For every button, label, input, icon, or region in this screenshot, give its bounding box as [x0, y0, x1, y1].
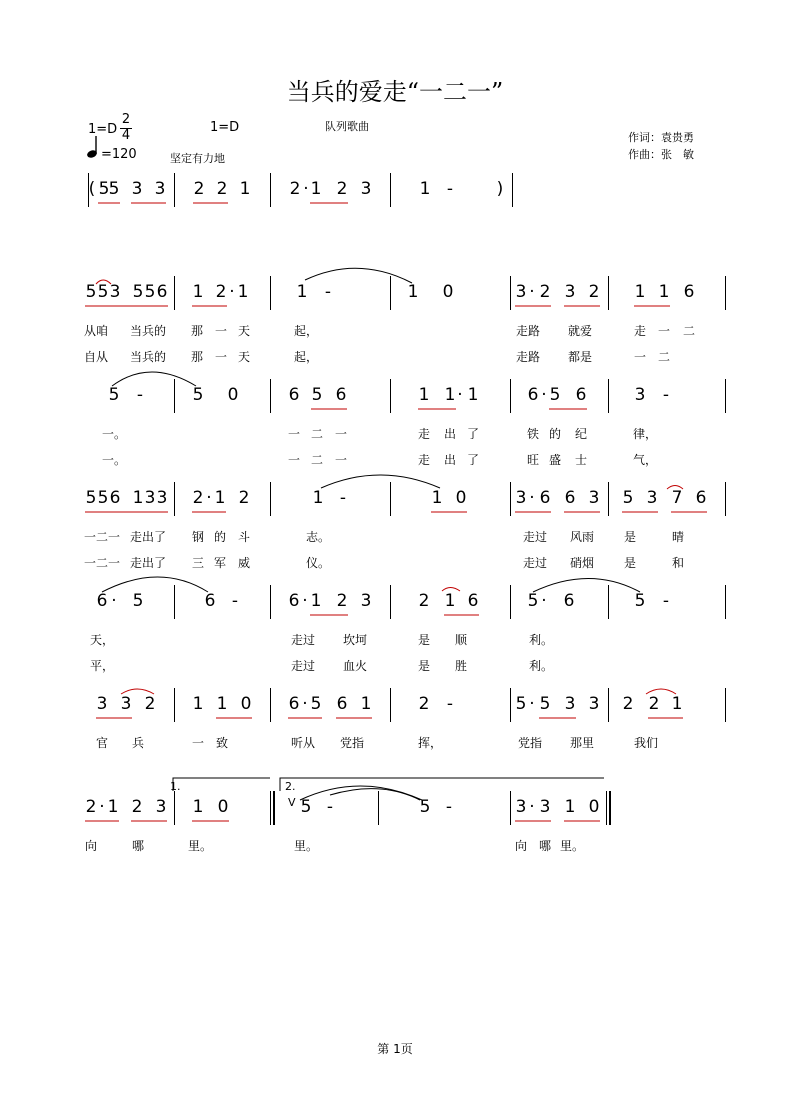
- jianpu-note: 2: [336, 591, 348, 611]
- red-slur-3: [121, 689, 154, 694]
- lyric-verse-2: 走过: [290, 659, 316, 673]
- genre-label: 队列歌曲: [325, 120, 369, 133]
- lyric-verse-2: 二: [657, 350, 671, 364]
- time-signature-bottom: 4: [121, 128, 131, 143]
- jianpu-note: -: [662, 385, 670, 405]
- jianpu-note: ·: [541, 385, 547, 405]
- jianpu-note: 3: [109, 282, 121, 302]
- lyric-verse-2: 天: [237, 350, 251, 364]
- jianpu-note: ·: [111, 591, 117, 611]
- lyric-verse-2: 自从: [83, 350, 109, 364]
- jianpu-note: ·: [529, 694, 535, 714]
- jianpu-note: 6: [527, 385, 539, 405]
- lyric-verse-1: 坎坷: [342, 633, 368, 647]
- red-slur-4: [646, 689, 676, 694]
- lyric-verse-1: 走: [633, 324, 647, 338]
- jianpu-note: 2: [588, 282, 600, 302]
- jianpu-note: 5: [634, 591, 646, 611]
- jianpu-note: 3: [360, 179, 372, 199]
- lyric-verse-1: 走过: [522, 530, 548, 544]
- volta-1-label: 1.: [170, 780, 181, 793]
- jianpu-note: ·: [457, 385, 463, 405]
- jianpu-note: 0: [217, 797, 229, 817]
- lyric-verse-1: 一: [657, 324, 671, 338]
- lyric-verse-2: 一: [287, 453, 301, 467]
- jianpu-note: 2: [289, 179, 301, 199]
- lyric-verse-1: 晴: [671, 530, 685, 544]
- jianpu-note: 2: [144, 694, 156, 714]
- jianpu-note: (: [88, 179, 96, 199]
- lyric-verse-2: 胜: [454, 659, 468, 673]
- jianpu-note: 1: [310, 179, 322, 199]
- lyric-verse-1: 走路: [515, 324, 541, 338]
- lyric-verse-2: 旺: [526, 453, 540, 467]
- jianpu-note: 2: [622, 694, 634, 714]
- jianpu-note: 3: [539, 797, 551, 817]
- jianpu-note: 6: [204, 591, 216, 611]
- lyric-verse-1: 一: [334, 427, 348, 441]
- jianpu-note: 5: [97, 488, 109, 508]
- jianpu-note: 6: [288, 694, 300, 714]
- jianpu-note: 1: [216, 694, 228, 714]
- lyricist-credit: 作词：袁贵勇: [628, 131, 694, 144]
- jianpu-note: 1: [467, 385, 479, 405]
- lyric-verse-1: 一。: [101, 427, 127, 441]
- jianpu-note: 3: [515, 488, 527, 508]
- lyric-verse-1: 起，: [293, 324, 319, 338]
- jianpu-note: ·: [529, 797, 535, 817]
- jianpu-note: -: [662, 591, 670, 611]
- volta-2-label: 2.: [285, 780, 296, 793]
- lyric-verse-1: 致: [215, 736, 229, 750]
- jianpu-note: 1: [658, 282, 670, 302]
- jianpu-note: 2: [238, 488, 250, 508]
- lyric-verse-2: 盛: [548, 453, 562, 467]
- jianpu-note: 5: [132, 282, 144, 302]
- lyric-verse-1: 一二一: [83, 530, 121, 544]
- lyric-verse-1: 官: [95, 736, 109, 750]
- jianpu-note: 1: [107, 797, 119, 817]
- tempo-marking: =120: [101, 147, 137, 162]
- lyric-verse-1: 向: [514, 839, 528, 853]
- lyric-verse-2: 硝烟: [569, 556, 595, 570]
- jianpu-note: 5: [419, 797, 431, 817]
- jianpu-note: 1: [312, 488, 324, 508]
- jianpu-note: 2: [131, 797, 143, 817]
- jianpu-note: 5: [144, 282, 156, 302]
- jianpu-note: -: [324, 282, 332, 302]
- lyric-verse-2: 威: [237, 556, 251, 570]
- jianpu-note: ·: [206, 488, 212, 508]
- lyric-verse-1: 天: [237, 324, 251, 338]
- lyric-verse-2: 走路: [515, 350, 541, 364]
- jianpu-note: 5: [549, 385, 561, 405]
- lyric-verse-1: 是: [417, 633, 431, 647]
- jianpu-note: 5: [108, 385, 120, 405]
- jianpu-note: 2: [216, 179, 228, 199]
- jianpu-note: 0: [588, 797, 600, 817]
- jianpu-note: 1: [407, 282, 419, 302]
- lyric-verse-1: 的: [548, 427, 562, 441]
- lyric-verse-2: 都是: [567, 350, 593, 364]
- jianpu-note: 1: [634, 282, 646, 302]
- lyric-verse-1: 钢: [191, 530, 205, 544]
- jianpu-note: ·: [529, 488, 535, 508]
- tie-7: [330, 789, 420, 800]
- lyric-verse-2: 和: [671, 556, 685, 570]
- jianpu-note: 1: [310, 591, 322, 611]
- lyric-verse-1: 兵: [131, 736, 145, 750]
- jianpu-note: 1: [564, 797, 576, 817]
- lyric-verse-2: 气，: [632, 453, 658, 467]
- jianpu-note: 6: [288, 591, 300, 611]
- jianpu-note: 6: [564, 488, 576, 508]
- lyric-verse-2: 三: [191, 556, 205, 570]
- jianpu-note: ·: [302, 591, 308, 611]
- lyric-verse-1: 走出了: [129, 530, 167, 544]
- lyric-verse-1: 哪: [538, 839, 552, 853]
- lyric-verse-1: 斗: [237, 530, 251, 544]
- lyric-verse-2: 一。: [101, 453, 127, 467]
- tie-4: [102, 577, 208, 592]
- lyric-verse-1: 出: [443, 427, 457, 441]
- jianpu-note: ·: [302, 694, 308, 714]
- jianpu-note: 6: [288, 385, 300, 405]
- jianpu-note: ·: [529, 282, 535, 302]
- lyric-verse-1: 利。: [528, 633, 554, 647]
- jianpu-note: -: [446, 694, 454, 714]
- lyric-verse-2: 是: [623, 556, 637, 570]
- lyric-verse-1: 听从: [290, 736, 316, 750]
- composer-credit: 作曲：张 敏: [628, 148, 694, 161]
- lyric-verse-1: 走过: [290, 633, 316, 647]
- volta-1-bracket: [173, 778, 270, 791]
- lyric-verse-1: 挥，: [417, 736, 443, 750]
- jianpu-note: 1: [192, 694, 204, 714]
- lyric-verse-1: 天，: [89, 633, 115, 647]
- lyric-verse-1: 志。: [305, 530, 331, 544]
- jianpu-note: 6: [96, 591, 108, 611]
- red-slur-1: [96, 280, 111, 284]
- lyric-verse-1: 里。: [293, 839, 319, 853]
- page-number: 第 1页: [377, 1042, 413, 1056]
- jianpu-note: 5: [108, 179, 120, 199]
- jianpu-note: 6: [695, 488, 707, 508]
- jianpu-note: 2: [418, 591, 430, 611]
- jianpu-note: -: [136, 385, 144, 405]
- lyric-verse-1: 那里: [569, 736, 595, 750]
- lyric-verse-1: 是: [623, 530, 637, 544]
- volta-2-bracket: [280, 778, 604, 791]
- jianpu-note: 1: [419, 179, 431, 199]
- jianpu-note: 1: [132, 488, 144, 508]
- jianpu-note: 2: [336, 179, 348, 199]
- jianpu-note: 2: [193, 179, 205, 199]
- lyric-verse-1: 党指: [517, 736, 543, 750]
- red-slur-5: [667, 486, 683, 490]
- jianpu-note: 1: [444, 385, 456, 405]
- lyric-verse-1: 走: [417, 427, 431, 441]
- jianpu-note: 0: [240, 694, 252, 714]
- jianpu-note: 3: [634, 385, 646, 405]
- lyric-verse-1: 当兵的: [129, 324, 167, 338]
- lyric-verse-2: 一: [214, 350, 228, 364]
- lyric-verse-2: 一: [633, 350, 647, 364]
- jianpu-note: 3: [156, 488, 168, 508]
- jianpu-note: 7: [671, 488, 683, 508]
- lyric-verse-1: 律，: [632, 427, 658, 441]
- lyric-verse-2: 起，: [293, 350, 319, 364]
- jianpu-note: 6: [336, 694, 348, 714]
- jianpu-note: 2: [215, 282, 227, 302]
- jianpu-note: 1: [444, 591, 456, 611]
- jianpu-note: 5: [85, 488, 97, 508]
- lyric-verse-1: 二: [310, 427, 324, 441]
- expression-marking: 坚定有力地: [170, 152, 225, 165]
- lyric-verse-1: 铁: [526, 427, 540, 441]
- lyric-verse-2: 二: [310, 453, 324, 467]
- jianpu-note: 6: [575, 385, 587, 405]
- jianpu-note: -: [326, 797, 334, 817]
- jianpu-note: 3: [515, 282, 527, 302]
- jianpu-note: 3: [360, 591, 372, 611]
- jianpu-note: 0: [455, 488, 467, 508]
- lyric-verse-1: 二: [682, 324, 696, 338]
- jianpu-note: 3: [564, 694, 576, 714]
- jianpu-note: 6: [335, 385, 347, 405]
- jianpu-note: ·: [99, 797, 105, 817]
- jianpu-note: 5: [311, 385, 323, 405]
- jianpu-note: 6: [539, 488, 551, 508]
- tie-1: [305, 268, 412, 283]
- jianpu-note: 5: [527, 591, 539, 611]
- lyric-verse-2: 军: [213, 556, 227, 570]
- lyric-verse-1: 从咱: [83, 324, 109, 338]
- lyric-verse-2: 血火: [342, 659, 368, 673]
- jianpu-note: 5: [310, 694, 322, 714]
- jianpu-note: 5: [97, 282, 109, 302]
- jianpu-note: 3: [515, 797, 527, 817]
- lyric-verse-1: 风雨: [569, 530, 595, 544]
- jianpu-note: 6: [109, 488, 121, 508]
- jianpu-note: 6: [563, 591, 575, 611]
- time-signature-top: 2: [121, 112, 131, 127]
- jianpu-note: 1: [192, 282, 204, 302]
- lyric-verse-1: 党指: [339, 736, 365, 750]
- lyric-verse-1: 里。: [559, 839, 585, 853]
- song-title: 当兵的爱走“一二一”: [286, 78, 504, 106]
- jianpu-note: 2: [418, 694, 430, 714]
- jianpu-note: 2: [85, 797, 97, 817]
- lyric-verse-1: 的: [213, 530, 227, 544]
- jianpu-note: 1: [671, 694, 683, 714]
- jianpu-note: 5: [192, 385, 204, 405]
- jianpu-note: 0: [227, 385, 239, 405]
- lyric-verse-2: 走出了: [129, 556, 167, 570]
- red-slur-2: [442, 588, 460, 592]
- tie-2: [112, 372, 196, 386]
- key-signature: 1=D: [88, 122, 118, 137]
- jianpu-note: 3: [120, 694, 132, 714]
- lyric-verse-2: 是: [417, 659, 431, 673]
- lyric-verse-1: 一: [287, 427, 301, 441]
- lyric-verse-1: 向: [84, 839, 98, 853]
- jianpu-note: 3: [96, 694, 108, 714]
- lyric-verse-1: 哪: [131, 839, 145, 853]
- jianpu-note: 5: [300, 797, 312, 817]
- lyric-verse-2: 一: [334, 453, 348, 467]
- lyric-verse-2: 仪。: [305, 556, 331, 570]
- jianpu-note: ·: [229, 282, 235, 302]
- lyric-verse-2: 平，: [89, 659, 115, 673]
- tie-3: [321, 475, 440, 488]
- jianpu-note: 6: [467, 591, 479, 611]
- jianpu-note: 1: [237, 282, 249, 302]
- jianpu-note: 3: [588, 488, 600, 508]
- lyric-verse-1: 那: [190, 324, 204, 338]
- lyric-verse-2: 利。: [528, 659, 554, 673]
- lyric-verse-2: 了: [466, 453, 480, 467]
- lyric-verse-2: 那: [190, 350, 204, 364]
- jianpu-note: 3: [646, 488, 658, 508]
- jianpu-note: 2: [648, 694, 660, 714]
- jianpu-note: 1: [192, 797, 204, 817]
- lyric-verse-1: 一: [191, 736, 205, 750]
- jianpu-note: 3: [131, 179, 143, 199]
- jianpu-note: -: [231, 591, 239, 611]
- lyric-verse-2: 出: [443, 453, 457, 467]
- jianpu-note: 2: [192, 488, 204, 508]
- lyric-verse-1: 里。: [187, 839, 213, 853]
- key-signature-repeat: 1=D: [210, 120, 240, 135]
- jianpu-note: 3: [564, 282, 576, 302]
- jianpu-note: ·: [303, 179, 309, 199]
- jianpu-note: 1: [296, 282, 308, 302]
- breath-mark: V: [288, 796, 296, 809]
- jianpu-note: 1: [360, 694, 372, 714]
- jianpu-note: -: [445, 797, 453, 817]
- lyric-verse-1: 顺: [454, 633, 468, 647]
- jianpu-note: 1: [239, 179, 251, 199]
- tie-5: [533, 579, 640, 593]
- jianpu-note: 6: [683, 282, 695, 302]
- lyric-verse-1: 我们: [633, 736, 659, 750]
- jianpu-note: 6: [156, 282, 168, 302]
- jianpu-note: 3: [154, 179, 166, 199]
- lyric-verse-2: 走过: [522, 556, 548, 570]
- lyric-verse-2: 士: [574, 453, 588, 467]
- jianpu-note: 3: [155, 797, 167, 817]
- jianpu-note: 5: [622, 488, 634, 508]
- jianpu-note: 2: [539, 282, 551, 302]
- jianpu-note: 5: [515, 694, 527, 714]
- jianpu-note: ): [496, 179, 504, 199]
- lyric-verse-1: 了: [466, 427, 480, 441]
- jianpu-note: 3: [144, 488, 156, 508]
- jianpu-note: ·: [541, 591, 547, 611]
- jianpu-note: -: [339, 488, 347, 508]
- lyric-verse-2: 当兵的: [129, 350, 167, 364]
- jianpu-note: 5: [539, 694, 551, 714]
- lyric-verse-2: 走: [417, 453, 431, 467]
- jianpu-note: 5: [98, 179, 110, 199]
- jianpu-note: 1: [431, 488, 443, 508]
- jianpu-note: 1: [418, 385, 430, 405]
- lyric-verse-2: 一二一: [83, 556, 121, 570]
- jianpu-note: 3: [588, 694, 600, 714]
- lyric-verse-1: 纪: [574, 427, 588, 441]
- jianpu-note: 1: [214, 488, 226, 508]
- jianpu-note: 5: [85, 282, 97, 302]
- jianpu-note: 5: [132, 591, 144, 611]
- jianpu-note: -: [446, 179, 454, 199]
- lyric-verse-1: 就爱: [567, 324, 593, 338]
- lyric-verse-1: 一: [214, 324, 228, 338]
- jianpu-note: 0: [442, 282, 454, 302]
